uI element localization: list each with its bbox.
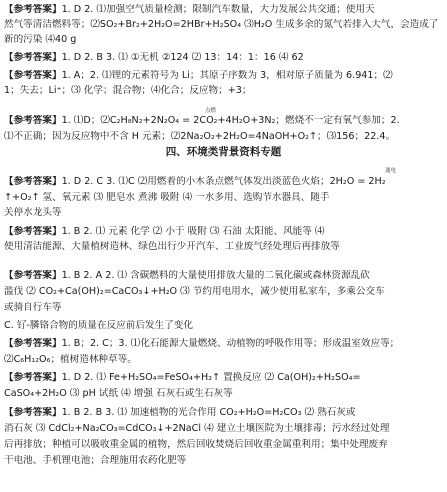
- answer-label: 【参考答案】: [4, 70, 62, 81]
- answer-label: 【参考答案】: [4, 226, 62, 237]
- reaction-condition-label: 通电: [385, 168, 397, 174]
- text-line-11: 关停水龙头等: [4, 207, 62, 218]
- text-line-10: ↑+O₂↑ 氢、氧元素 ⑶ 肥皂水 煮沸 吸附 ⑷ 一水多用、选购节水器具、随手: [4, 192, 330, 203]
- text-line-24: 后再排放；种植可以吸收重金属的植物，然后回收焚烧后回收重金属重利用；集中处理废弃: [4, 439, 388, 450]
- text-line-4: 【参考答案】1. D 2. B 3. ⑴ ①无机 ②124 ⑵ 13：14：1：16 ⑷ 62: [4, 52, 304, 63]
- text-line-20: 【参考答案】1. D 2. ⑴ Fe+H₂SO₄=FeSO₄+H₂↑ 置换反应 ⑵ Ca(OH)₂+H₂SO₄=: [4, 372, 361, 383]
- text-line-3: 新的污染 ⑷40 g: [4, 34, 77, 45]
- text-line-12: 【参考答案】1. B 2. ⑴ 元素 化学 ⑵ 小于 吸附 ⑶ 石油 太阳能、风能等 ⑷: [4, 226, 325, 237]
- text-line-14: 【参考答案】1. B 2. A 2. ⑴ 含碳燃料的大量使用排放大量的二氧化碳或森林资源乱砍: [4, 270, 370, 281]
- text-line-7: 【参考答案】1. ⑴D；⑵C₂H₈N₂+2N₂O₄ = 2CO₂+4H₂O+3N₂；燃烧不一定有氧气参加；2.: [4, 115, 400, 126]
- answer-label: 【参考答案】: [4, 4, 62, 15]
- section-heading: 四、环境类背景资料专题: [165, 146, 282, 158]
- text-line-16: 或骑自行车等: [4, 302, 62, 313]
- text-line-17: C. 钌-膦铬合物的质量在反应前后发生了变化: [4, 320, 193, 331]
- text-line-22: 【参考答案】1. B 2. B 3. ⑴ 加速植物的光合作用 CO₂+H₂O=H₂CO₃ ⑵ 熟石灰或: [4, 407, 356, 418]
- text-line-18: 【参考答案】1. B；2. C；3. ⑴化石能源大量燃烧、动植物的呼吸作用等；形成温室效应等；: [4, 338, 400, 349]
- answer-label: 【参考答案】: [4, 372, 62, 383]
- answer-label: 【参考答案】: [4, 338, 62, 349]
- text-line-6: 1；失去；Li⁺；⑶ 化学；混合物；⑷化合；反应物；+3；: [4, 85, 252, 96]
- answer-label: 【参考答案】: [4, 176, 62, 187]
- text-line-5: 【参考答案】1. A；2. ⑴锂的元素符号为 Li；其原子序数为 3，相对原子质量为 6.941；⑵: [4, 70, 393, 81]
- reaction-condition-label: 点燃: [205, 108, 217, 114]
- text-line-23: 消石灰 ⑶ CdCl₂+Na₂CO₃=CdCO₃↓+2NaCl ⑷ 建立土壤医院为土壤排毒；污水经过处理: [4, 423, 390, 434]
- answer-label: 【参考答案】: [4, 115, 62, 126]
- answer-label: 【参考答案】: [4, 270, 62, 281]
- text-line-13: 使用清洁能源、大量植树造林、绿色出行少开汽车、工业废气经处理后再排放等: [4, 241, 340, 252]
- text-line-25: 干电池、手机锂电池；合理施用农药化肥等: [4, 455, 187, 466]
- text-line-1: 【参考答案】1. D 2. ⑴加强空气质量检测；限制汽车数量，大力发展公共交通；使用天: [4, 4, 375, 15]
- text-line-19: ⑵C₆H₁₂O₆；植树造林种草等。: [4, 354, 137, 365]
- answer-label: 【参考答案】: [4, 407, 62, 418]
- answer-label: 【参考答案】: [4, 52, 62, 63]
- text-line-2: 然气等清洁燃料等；⑵SO₂+Br₂+2H₂O=2HBr+H₂SO₄ ⑶H₂O 生成多余的氮气若排入大气，会造成了: [4, 19, 439, 30]
- text-line-9: 【参考答案】1. D 2. C 3. ⑴C ⑵用燃着的小木条点燃气体发出淡蓝色火焰；2H₂O = 2H₂: [4, 176, 386, 187]
- text-line-15: 滥伐 ⑵ CO₂+Ca(OH)₂=CaCO₃↓+H₂O ⑶ 节约用电用水，减少使用私家车，多乘公交车: [4, 286, 385, 297]
- text-line-8: ⑴不正确；因为反应物中不含 H 元素；⑵2Na₂O₂+2H₂O=4NaOH+O₂↑；⑶156；22.4。: [4, 131, 396, 142]
- text-line-21: CaSO₄+2H₂O ⑶ pH 试纸 ⑷ 增强 石灰石或生石灰等: [4, 388, 233, 399]
